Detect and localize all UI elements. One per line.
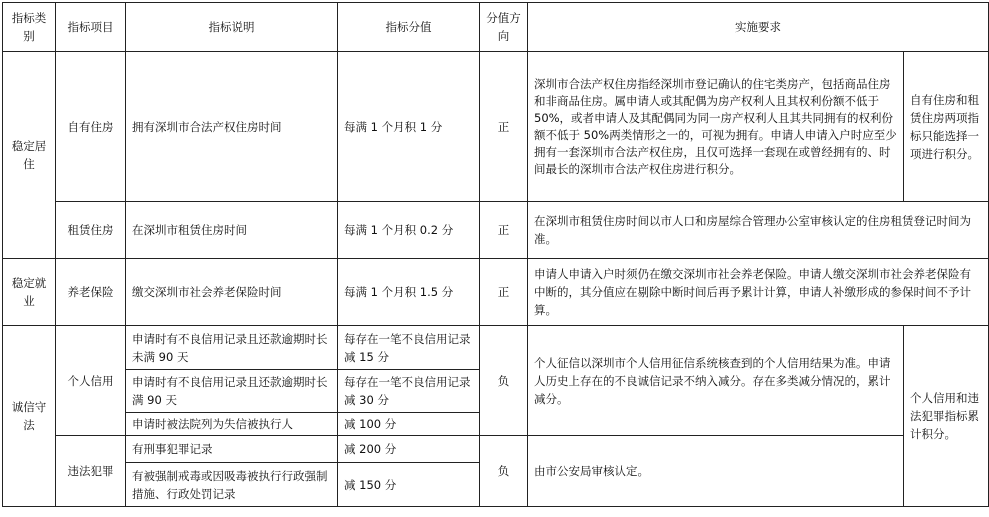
header-description: 指标说明 [126,3,338,52]
requirement-cell: 由市公安局审核认定。 [528,436,904,507]
item-cell: 自有住房 [56,52,126,202]
header-requirement: 实施要求 [528,3,989,52]
category-cell: 稳定就业 [3,259,56,326]
description-cell: 拥有深圳市合法产权住房时间 [126,52,338,202]
header-score: 指标分值 [338,3,480,52]
note-cell: 个人信用和违法犯罪指标累计积分。 [904,326,989,507]
points-table [2,2,989,507]
direction-cell: 正 [480,259,528,326]
category-cell: 稳定居住 [3,52,56,259]
score-cell: 减 150 分 [338,463,480,507]
score-cell: 每存在一笔不良信用记录减 15 分 [338,326,480,370]
requirement-cell: 深圳市合法产权住房指经深圳市登记确认的住宅类房产，包括商品住房和非商品住房。属申请人或其配偶为房产权利人且其权利份额不低于 50%，或者申请人及其配偶同为同一房产权利人且其共同拥有的权利份额不低于 50%两类情形之一的，可视为拥有。申请人申请入户时应至少拥有一套深圳市合法产权住房，且仅可选择一套现在或曾经拥有的、时间最长的深圳市合法产权住房进行积分。 [528,52,904,202]
description-cell: 在深圳市租赁住房时间 [126,202,338,259]
description-cell: 有被强制戒毒或因吸毒被执行行政强制措施、行政处罚记录 [126,463,338,507]
requirement-cell: 在深圳市租赁住房时间以市人口和房屋综合管理办公室审核认定的住房租赁登记时间为准。 [528,202,989,259]
requirement-cell: 申请人申请入户时须仍在缴交深圳市社会养老保险。申请人缴交深圳市社会养老保险有中断的，其分值应在剔除中断时间后再予累计计算，申请人补缴形成的参保时间不予计算。 [528,259,989,326]
item-cell: 违法犯罪 [56,436,126,507]
item-cell: 个人信用 [56,326,126,436]
score-cell: 每满 1 个月积 0.2 分 [338,202,480,259]
direction-cell: 负 [480,436,528,507]
header-row [3,3,989,52]
header-category: 指标类别 [3,3,56,52]
item-cell: 租赁住房 [56,202,126,259]
direction-cell: 正 [480,202,528,259]
score-cell: 减 200 分 [338,436,480,463]
description-cell: 申请时有不良信用记录且还款逾期时长满 90 天 [126,370,338,413]
description-cell: 申请时被法院列为失信被执行人 [126,413,338,436]
table-row [3,259,989,326]
score-cell: 每存在一笔不良信用记录减 30 分 [338,370,480,413]
item-cell: 养老保险 [56,259,126,326]
score-cell: 减 100 分 [338,413,480,436]
table-row [3,326,989,370]
category-cell: 诚信守法 [3,326,56,507]
table-row [3,202,989,259]
description-cell: 缴交深圳市社会养老保险时间 [126,259,338,326]
description-cell: 申请时有不良信用记录且还款逾期时长未满 90 天 [126,326,338,370]
note-cell: 自有住房和租赁住房两项指标只能选择一项进行积分。 [904,52,989,202]
direction-cell: 负 [480,326,528,436]
header-item: 指标项目 [56,3,126,52]
description-cell: 有刑事犯罪记录 [126,436,338,463]
score-cell: 每满 1 个月积 1 分 [338,52,480,202]
direction-cell: 正 [480,52,528,202]
header-direction: 分值方向 [480,3,528,52]
requirement-cell: 个人征信以深圳市个人信用征信系统核查到的个人信用结果为准。申请人历史上存在的不良诚信记录不纳入减分。存在多类减分情况的，累计减分。 [528,326,904,436]
table-row [3,52,989,202]
score-cell: 每满 1 个月积 1.5 分 [338,259,480,326]
table-row [3,436,989,463]
